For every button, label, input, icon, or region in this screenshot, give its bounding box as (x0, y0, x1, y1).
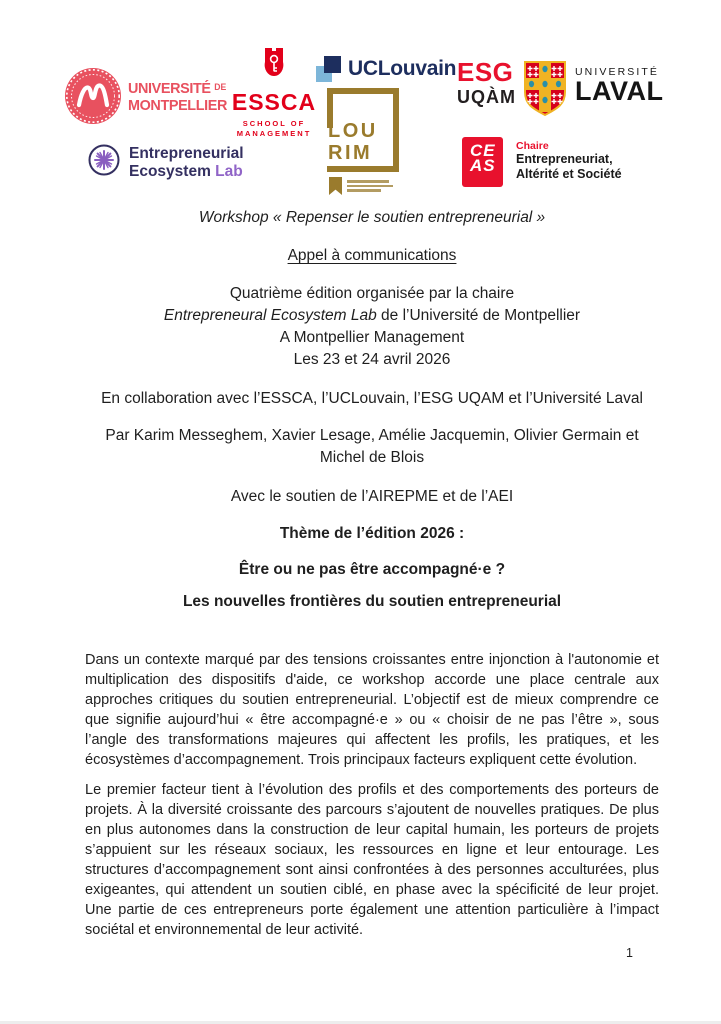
chair-name: Entrepreneural Ecosystem Lab (163, 307, 377, 324)
montpellier-wordmark (128, 79, 227, 114)
essca-crest-icon (230, 48, 318, 85)
logo-universite-montpellier (64, 67, 231, 125)
body-paragraph-2: Le premier facteur tient à l’évolution des profils et des comportements des porteurs de projets. À la diversité croissante des parcours s’ajoutent de nouvelles pratiques. De plus en plus autonomes dans la construction de leur capital humain, les porteurs de projets s’appuient sur les réseaux sociaux, les ressources en ligne et leur entourage. Les structures d’accompagnement sont ainsi confrontées à des personnes acculturées, plus exigeantes, qui attendent un soutien ciblé, en phase avec la spécificité de leur projet. Une partie de ces entrepreneurs porte également une attention particulière à l’impact sociétal et environnemental de leur activité. (85, 782, 659, 938)
logo-uclouvain (316, 56, 456, 82)
montpellier-seal-icon (64, 67, 122, 125)
logo-esg-uqam (457, 57, 516, 107)
essca-subtitle: SCHOOL OF MANAGEMENT (236, 119, 312, 138)
workshop-title: Workshop « Repenser le soutien entrepreneurial » (198, 209, 546, 226)
edition-line1: Quatrième édition organisée par la chaire (229, 285, 515, 302)
logo-essca (230, 48, 318, 139)
montpellier-line2: MONTPELLIER (128, 96, 227, 114)
uclouvain-squares-icon (316, 56, 341, 82)
uqam-wordmark: UQÀM (457, 87, 516, 107)
laval-crest-icon (523, 61, 567, 122)
theme-label: Thème de l’édition 2026 : (279, 525, 465, 542)
ceas-wordmark: Chaire Entrepreneuriat, Altérité et Société (516, 140, 622, 181)
ceas-monogram-icon: CE AS (462, 137, 503, 187)
lourim-line2: RIM (328, 142, 373, 164)
uclouvain-wordmark: UCLouvain (348, 57, 457, 80)
body-paragraph-1: Dans un contexte marqué par des tensions croissantes entre injonction à l'autonomie et multiplication des dispositifs d'aide, ce workshop accorde une place centrale aux approches critiques du soutien entrepreneurial. L’objectif est de mieux comprendre ce que signifie aujourd’hui « être accompagné·e » ou « choisir de ne pas l’être », sous l’angle des transformations majeures qui affectent les profils, les pratiques, et les écosystèmes d’accompagnement. Trois principaux facteurs expliquent cette évolution. (85, 652, 659, 768)
logo-universite-laval (523, 61, 663, 122)
lourim-institute-tagline (347, 180, 393, 194)
chair-affiliation: de l’Université de Montpellier (376, 307, 581, 324)
montpellier-line1: UNIVERSITÉ $^{DE}$ (128, 79, 227, 97)
logo-lourim (327, 88, 399, 196)
eelab-star-icon (88, 144, 120, 181)
edition-dates: Les 23 et 24 avril 2026 (293, 351, 451, 368)
edition-venue: A Montpellier Management (279, 329, 465, 346)
logo-banner (0, 0, 721, 200)
eelab-wordmark: Entrepreneurial Ecosystem Lab (129, 145, 244, 180)
logo-entrepreneurial-ecosystem-lab (88, 144, 244, 181)
theme-title-line2: Les nouvelles frontières du soutien entrepreneurial (182, 593, 562, 610)
essca-wordmark: ESSCA (231, 89, 317, 115)
support-line: Avec le soutien de l’AIREPME et de l’AEI (230, 488, 514, 505)
theme-title-line1: Être ou ne pas être accompagné·e ? (238, 561, 506, 578)
call-for-papers-title: Appel à communications (287, 247, 457, 264)
document-content (0, 195, 721, 940)
authors-line: Par Karim Messeghem, Xavier Lesage, Amélie Jacquemin, Olivier Germain et Michel de Blois (105, 427, 639, 466)
esg-wordmark: ESG (457, 57, 514, 87)
edition-block (85, 283, 659, 371)
lourim-line1: LOU (328, 120, 378, 142)
collaboration-line: En collaboration avec l’ESSCA, l’UCLouvain, l’ESG UQAM et l’Université Laval (101, 390, 643, 407)
page-number: 1 (626, 946, 633, 960)
laval-wordmark: UNIVERSITÉ LAVAL (575, 66, 664, 106)
lourim-ribbon-icon (329, 177, 342, 195)
logo-chaire-ceas (462, 137, 622, 187)
